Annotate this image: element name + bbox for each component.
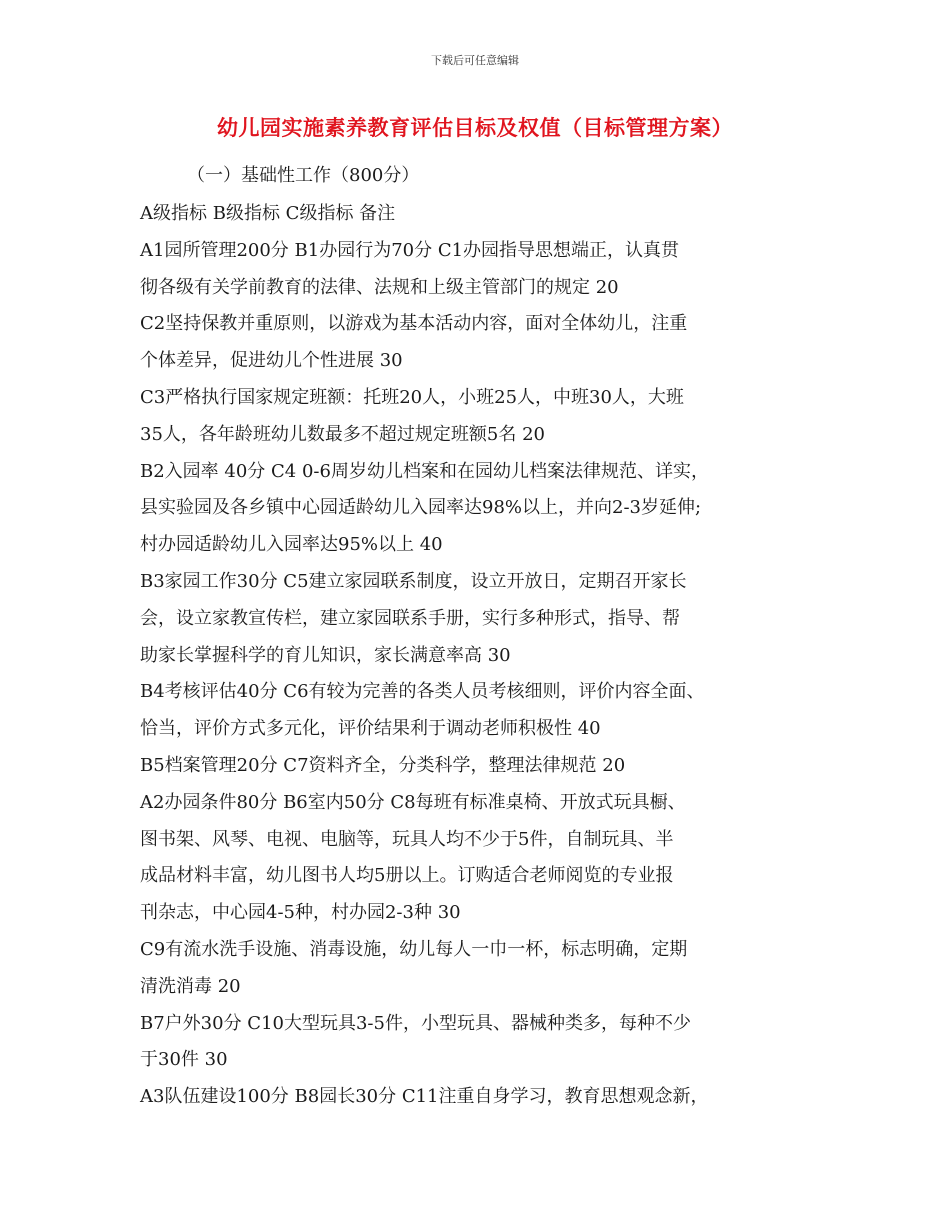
text-line: 助家长掌握科学的育儿知识，家长满意率高 30	[140, 644, 511, 666]
text-line: 刊杂志，中心园4-5种，村办园2-3种 30	[140, 902, 461, 924]
text-line: 清洗消毒 20	[140, 975, 241, 997]
text-line: 个体差异，促进幼儿个性进展 30	[140, 350, 403, 372]
text-line: A3队伍建设100分 B8园长30分 C11注重自身学习，教育思想观念新，	[140, 1086, 709, 1108]
text-line: B2入园率 40分 C4 0-6周岁幼儿档案和在园幼儿档案法律规范、详实，	[140, 460, 709, 482]
text-line: 于30件 30	[140, 1049, 228, 1071]
text-line: 彻各级有关学前教育的法律、法规和上级主管部门的规定 20	[140, 276, 619, 298]
text-line: C3严格执行国家规定班额：托班20人，小班25人，中班30人，大班	[140, 386, 684, 408]
text-line: 村办园适龄幼儿入园率达95%以上 40	[140, 534, 443, 556]
text-line: 县实验园及各乡镇中心园适龄幼儿入园率达98%以上，并向2-3岁延伸;	[140, 497, 702, 519]
section-heading: （一）基础性工作（800分）	[187, 165, 420, 186]
text-line: C2坚持保教并重原则，以游戏为基本活动内容，面对全体幼儿，注重	[140, 313, 688, 335]
text-line: B3家园工作30分 C5建立家园联系制度，设立开放日，定期召开家长	[140, 570, 687, 592]
text-line: 恰当，评价方式多元化，评价结果利于调动老师积极性 40	[140, 718, 601, 740]
text-line: A1园所管理200分 B1办园行为70分 C1办园指导思想端正，认真贯	[140, 239, 680, 261]
text-line: A级指标 B级指标 C级指标 备注	[140, 203, 396, 224]
text-line: 35人，各年龄班幼儿数最多不超过规定班额5名 20	[140, 423, 545, 445]
text-line: B5档案管理20分 C7资料齐全，分类科学，整理法律规范 20	[140, 754, 626, 776]
text-line: C9有流水洗手设施、消毒设施，幼儿每人一巾一杯，标志明确，定期	[140, 938, 688, 960]
text-line: A2办园条件80分 B6室内50分 C8每班有标准桌椅、开放式玩具橱、	[140, 791, 686, 813]
text-line: B7户外30分 C10大型玩具3-5件，小型玩具、器械种类多，每种不少	[140, 1012, 691, 1034]
body-text	[140, 196, 840, 1116]
text-line: 会，设立家教宣传栏，建立家园联系手册，实行多种形式，指导、帮	[140, 607, 680, 629]
document-title: 幼儿园实施素养教育评估目标及权值（目标管理方案）	[217, 116, 733, 140]
text-line: 成品材料丰富，幼儿图书人均5册以上。订购适合老师阅览的专业报	[140, 865, 674, 887]
text-line: B4考核评估40分 C6有较为完善的各类人员考核细则，评价内容全面、	[140, 681, 705, 703]
text-line: 图书架、风琴、电视、电脑等，玩具人均不少于5件，自制玩具、半	[140, 828, 674, 850]
header-note: 下载后可任意编辑	[431, 54, 519, 67]
